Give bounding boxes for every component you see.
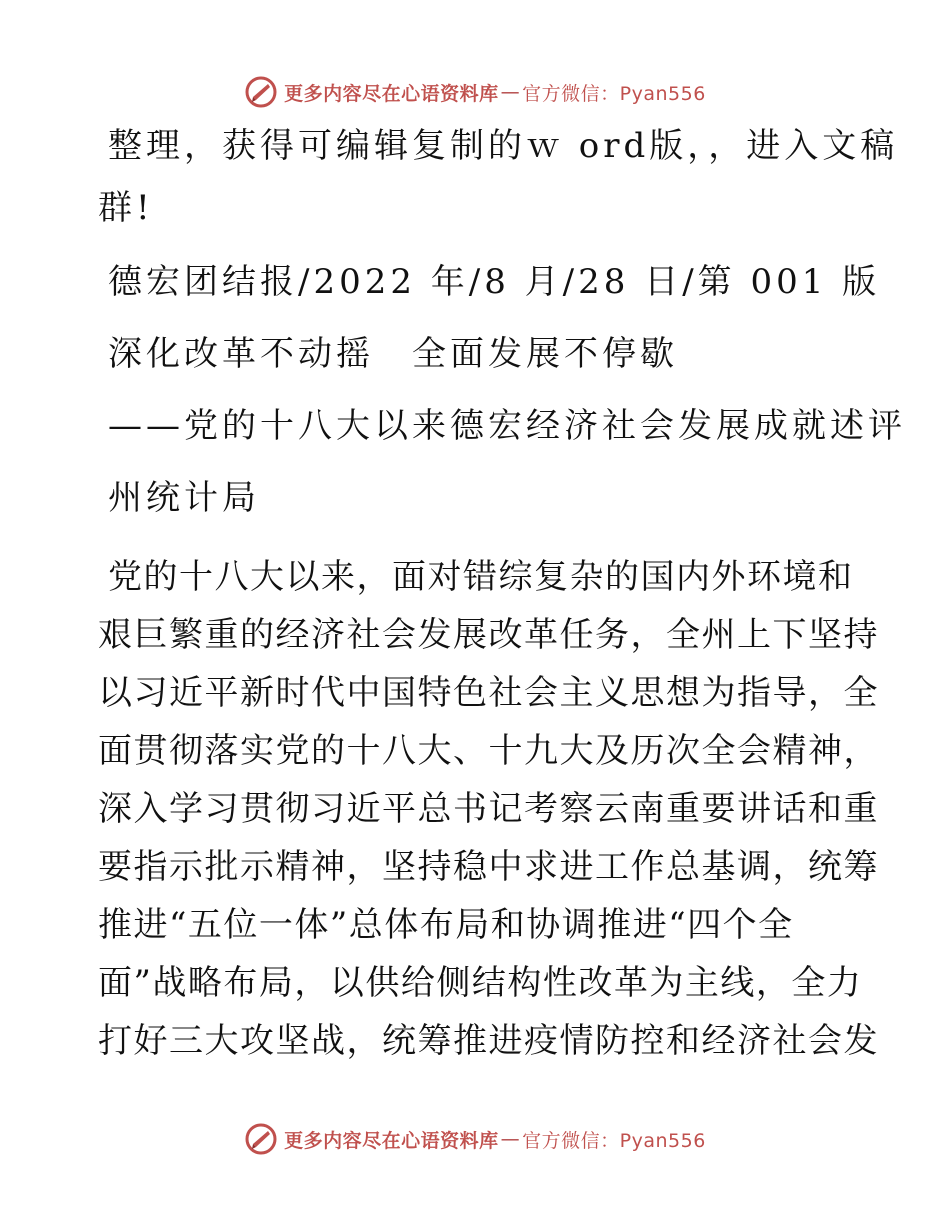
- paragraph-line: 推进“五位一体”总体布局和协调推进“四个全: [98, 905, 794, 945]
- seal-logo-icon: [244, 1122, 278, 1156]
- document-body: [98, 116, 906, 1070]
- article-subtitle: ——党的十八大以来德宏经济社会发展成就述评: [108, 406, 906, 446]
- intro-line-2: 群!: [98, 188, 154, 228]
- paragraph-line: 以习近平新时代中国特色社会主义思想为指导，全: [98, 673, 879, 713]
- banner-label: 更多内容尽在心语资料库: [284, 82, 499, 105]
- seal-logo-icon: [244, 75, 278, 109]
- paragraph-line: 要指示批示精神，坚持稳中求进工作总基调，统筹: [98, 847, 879, 887]
- banner-wechat: 官方微信：Pyan556: [522, 82, 706, 105]
- paragraph-line: 深入学习贯彻习近平总书记考察云南重要讲话和重: [98, 789, 879, 829]
- header-banner: [0, 72, 950, 112]
- banner-label: 更多内容尽在心语资料库: [284, 1129, 499, 1152]
- paragraph-line: 艰巨繁重的经济社会发展改革任务，全州上下坚持: [98, 615, 879, 655]
- paragraph-line: 党的十八大以来，面对错综复杂的国内外环境和: [108, 557, 854, 597]
- banner-separator: —: [500, 81, 521, 103]
- article-paragraph: [98, 548, 879, 1070]
- banner-wechat: 官方微信：Pyan556: [522, 1129, 706, 1152]
- paragraph-line: 打好三大攻坚战，统筹推进疫情防控和经济社会发: [98, 1021, 879, 1061]
- paragraph-line: 面”战略布局，以供给侧结构性改革为主线，全力: [98, 963, 863, 1003]
- paragraph-line: 面贯彻落实党的十八大、十九大及历次全会精神，: [98, 731, 879, 771]
- footer-banner: [0, 1119, 950, 1159]
- article-author: 州统计局: [108, 478, 260, 518]
- banner-separator: —: [500, 1128, 521, 1150]
- intro-line-1: 整理，获得可编辑复制的ｗ ord版，，进入文稿: [108, 126, 899, 166]
- masthead: 德宏团结报/2022 年/8 月/28 日/第 001 版: [108, 262, 881, 302]
- article-title: 深化改革不动摇 全面发展不停歇: [108, 334, 678, 374]
